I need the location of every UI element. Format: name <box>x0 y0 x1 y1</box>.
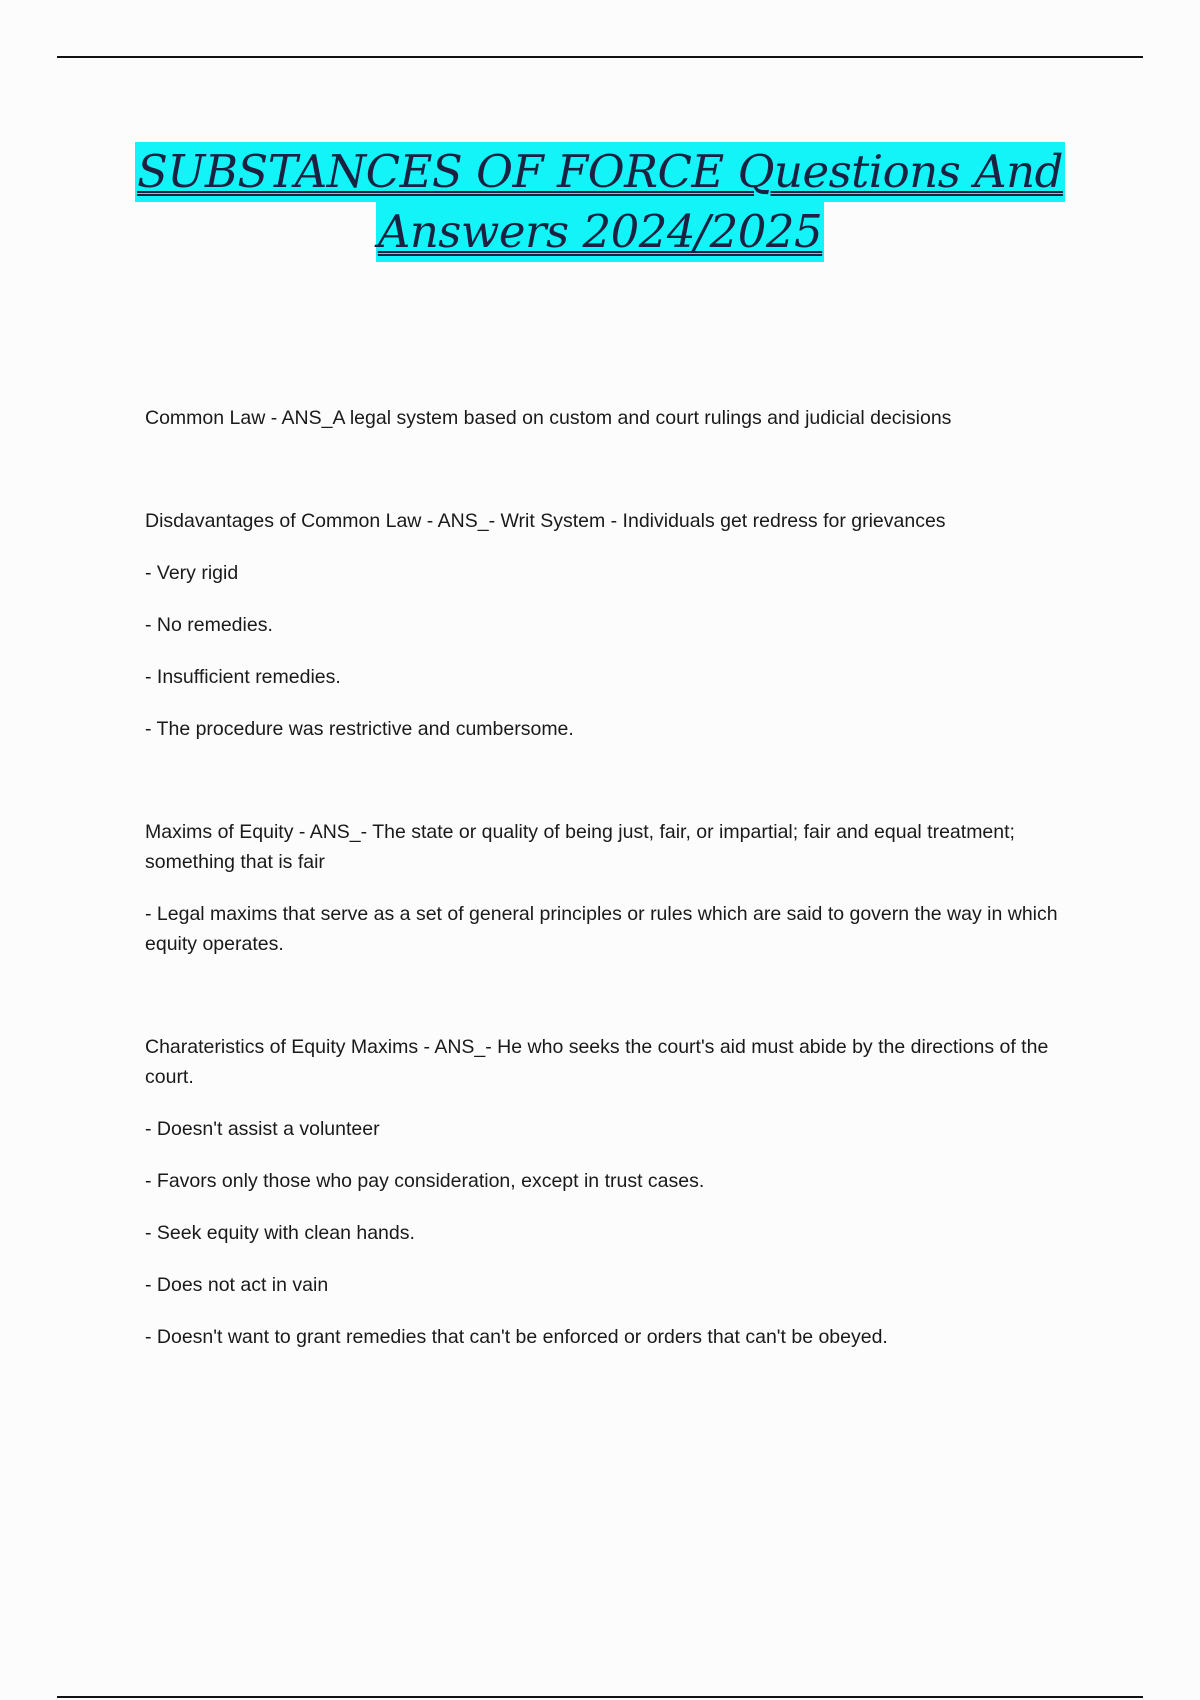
title-line-2: Answers 2024/2025 <box>376 202 824 262</box>
qa-text: Disdavantages of Common Law - ANS_- Writ System - Individuals get redress for grievances <box>145 510 946 532</box>
qa-bullet: - Doesn't assist a volunteer <box>145 1118 380 1140</box>
qa-list <box>145 403 1095 1352</box>
title-line-1: SUBSTANCES OF FORCE Questions And <box>135 142 1065 202</box>
qa-bullet: - The procedure was restrictive and cumbersome. <box>145 718 574 740</box>
header-rule <box>57 56 1143 58</box>
qa-bullet: - Does not act in vain <box>145 1274 329 1296</box>
qa-bullet: - Very rigid <box>145 562 239 584</box>
qa-entry-disadvantages <box>145 506 1095 744</box>
document-title <box>0 142 1200 262</box>
qa-entry-characteristics <box>145 1032 1095 1352</box>
qa-bullet: - Insufficient remedies. <box>145 666 341 688</box>
qa-entry-maxims <box>145 817 1095 959</box>
qa-bullet: - Doesn't want to grant remedies that can't be enforced or orders that can't be obeyed. <box>145 1326 888 1348</box>
qa-text: Common Law - ANS_A legal system based on custom and court rulings and judicial decisions <box>145 407 952 429</box>
qa-bullet: - Seek equity with clean hands. <box>145 1222 415 1244</box>
qa-text: Charateristics of Equity Maxims - ANS_- He who seeks the court's aid must abide by the directions of the court. <box>145 1036 1049 1088</box>
qa-text: Maxims of Equity - ANS_- The state or quality of being just, fair, or impartial; fair and equal treatment; something that is fair <box>145 821 1015 873</box>
qa-bullet: - No remedies. <box>145 614 273 636</box>
qa-entry-common-law <box>145 403 1095 433</box>
qa-bullet: - Favors only those who pay consideration, except in trust cases. <box>145 1170 705 1192</box>
qa-bullet: - Legal maxims that serve as a set of general principles or rules which are said to govern the way in which equity operates. <box>145 903 1058 955</box>
footer-rule <box>57 1696 1143 1698</box>
